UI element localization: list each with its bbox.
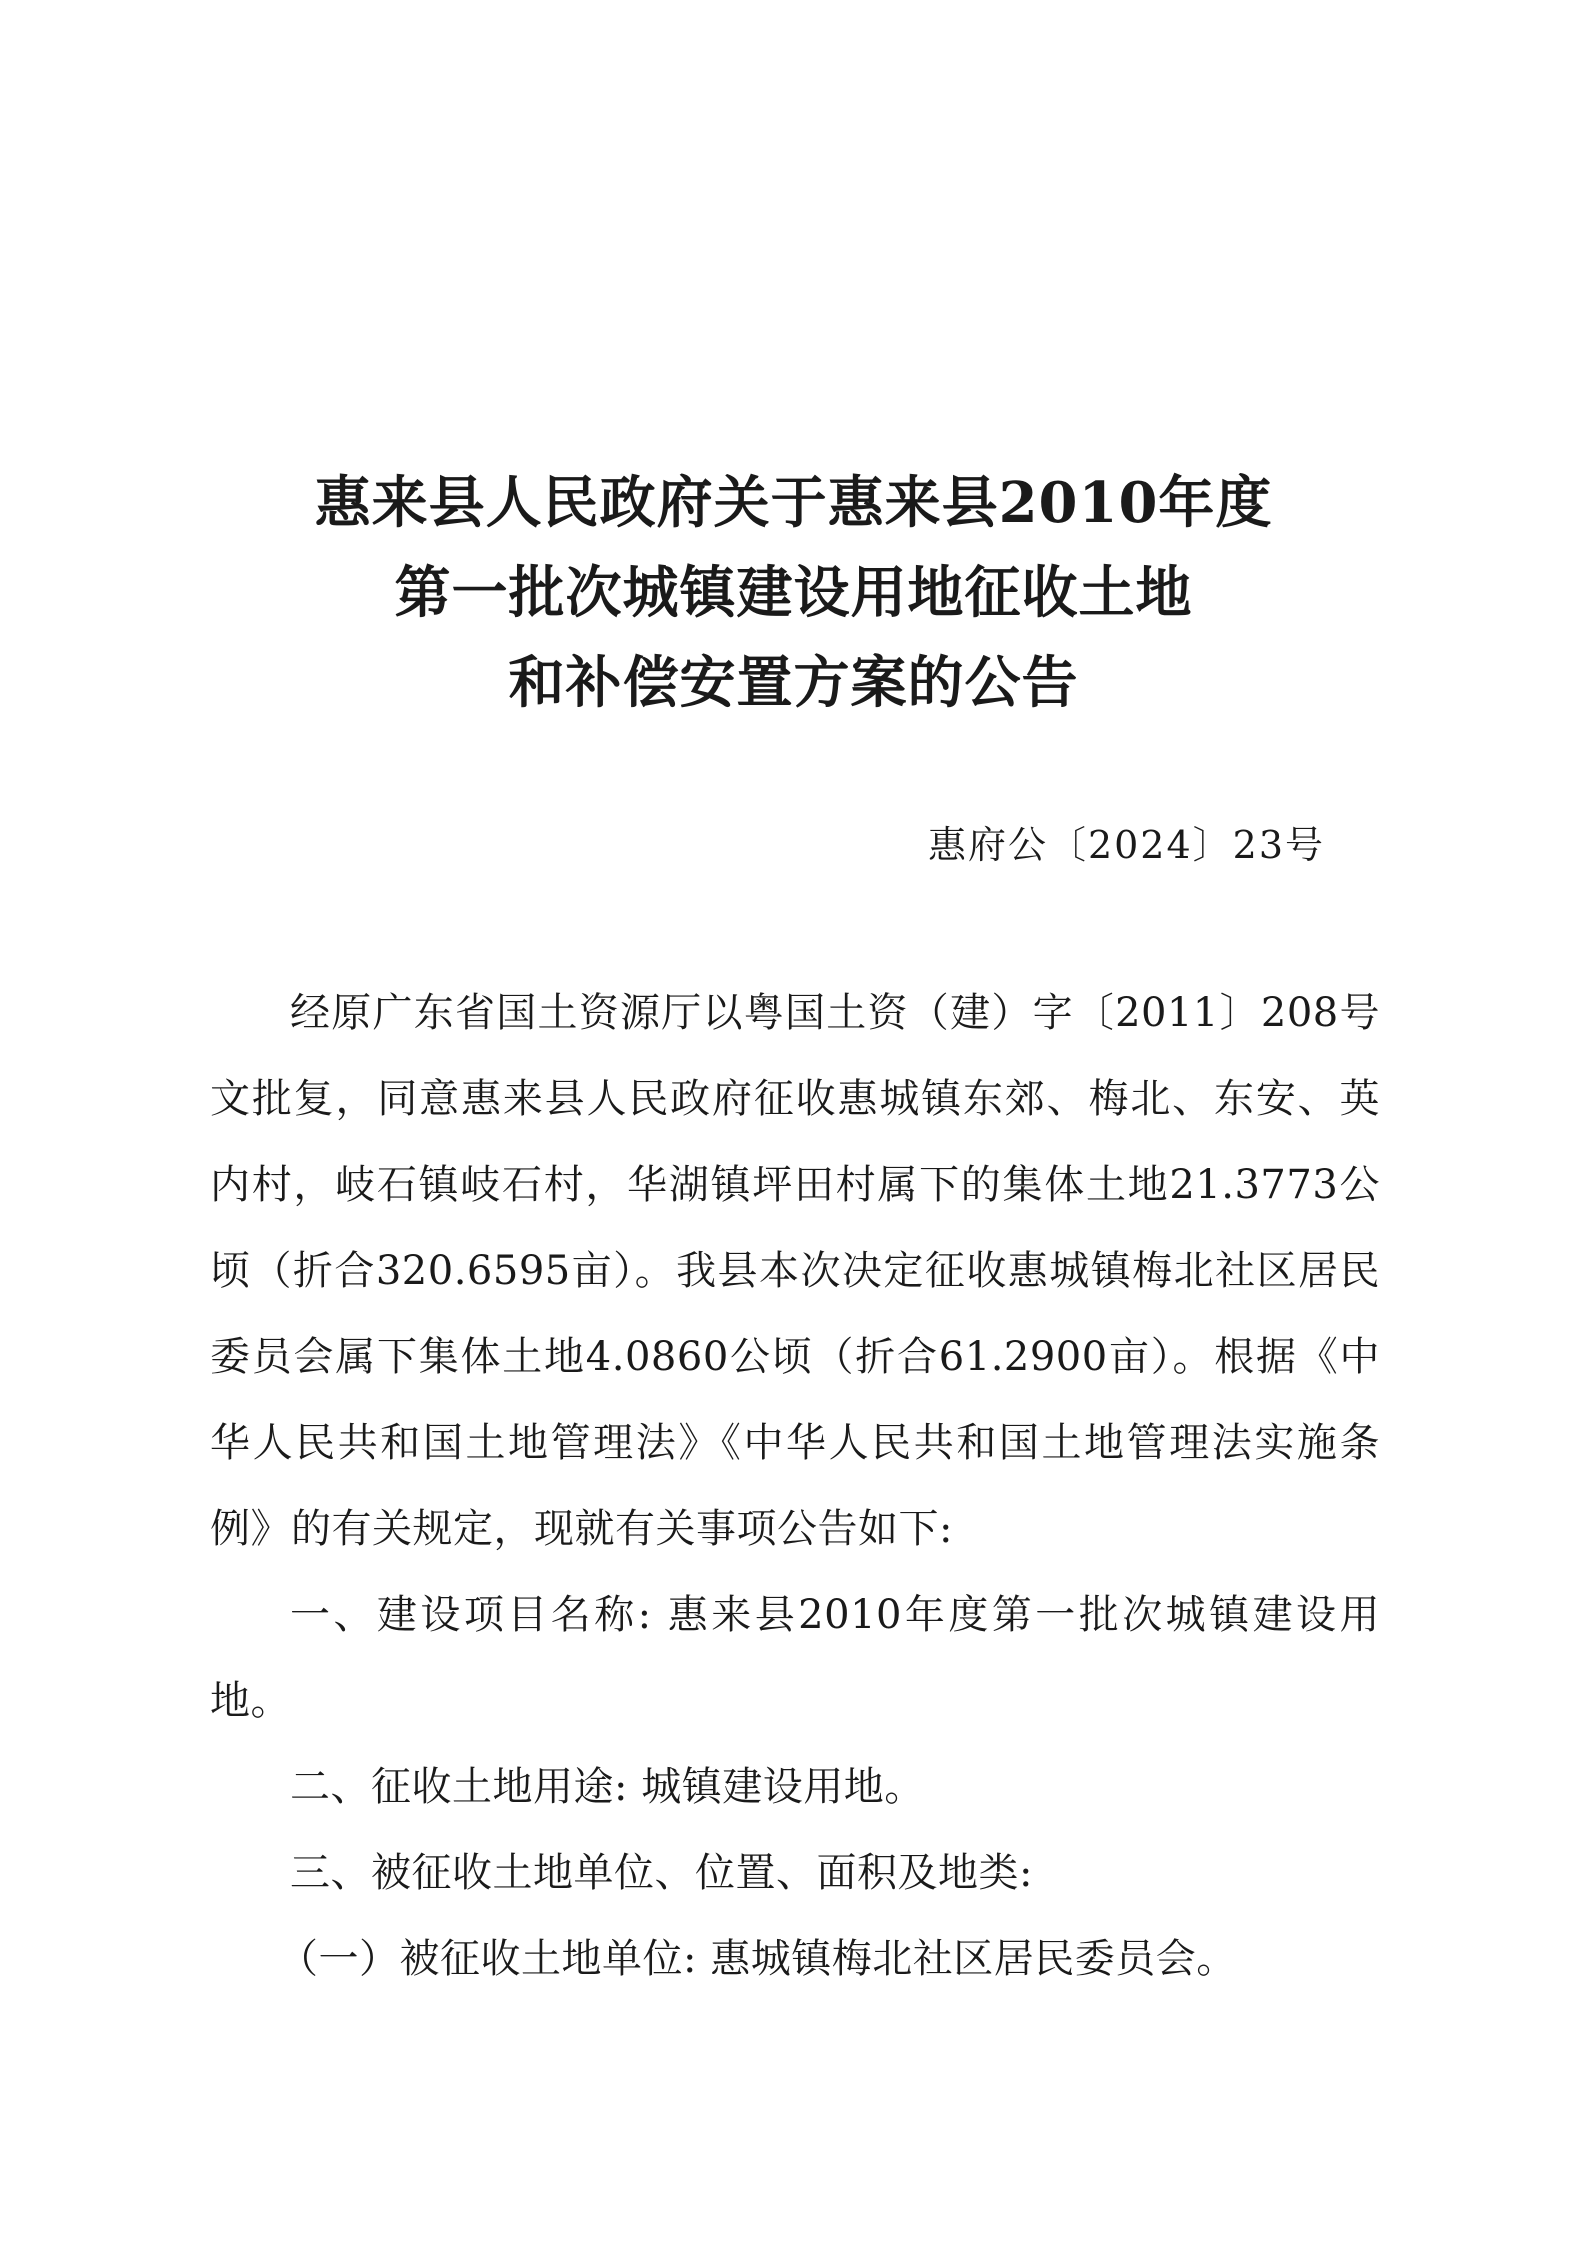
document-number: 惠府公〔2024〕23号 — [927, 823, 1325, 867]
paragraph-intro: 经原广东省国土资源厅以粤国土资（建）字〔2011〕208号文批复，同意惠来县人民政府征收惠城镇东郊、梅北、东安、英内村，岐石镇岐石村，华湖镇坪田村属下的集体土地21.3773公顷（折合320.6595亩）。我县本次决定征收惠城镇梅北社区居民委员会属下集体土地4.0860公顷（折合61.2900亩）。根据《中华人民共和国土地管理法》《中华人民共和国土地管理法实施条例》的有关规定，现就有关事项公告如下: — [210, 990, 1380, 1552]
title-line-3: 和补偿安置方案的公告 — [508, 650, 1079, 716]
paragraph-land-use: 二、征收土地用途: 城镇建设用地。 — [290, 1764, 925, 1810]
paragraph-land-unit: （一）被征收土地单位: 惠城镇梅北社区居民委员会。 — [278, 1936, 1237, 1982]
paragraph-land-details: 三、被征收土地单位、位置、面积及地类: — [290, 1850, 1033, 1896]
paragraph-project-name: 一、建设项目名称: 惠来县2010年度第一批次城镇建设用地。 — [210, 1592, 1380, 1724]
title-line-2: 第一批次城镇建设用地征收土地 — [394, 560, 1193, 626]
document-body — [210, 970, 1380, 2002]
title-line-1: 惠来县人民政府关于惠来县2010年度 — [314, 470, 1273, 536]
document-title — [210, 458, 1377, 728]
